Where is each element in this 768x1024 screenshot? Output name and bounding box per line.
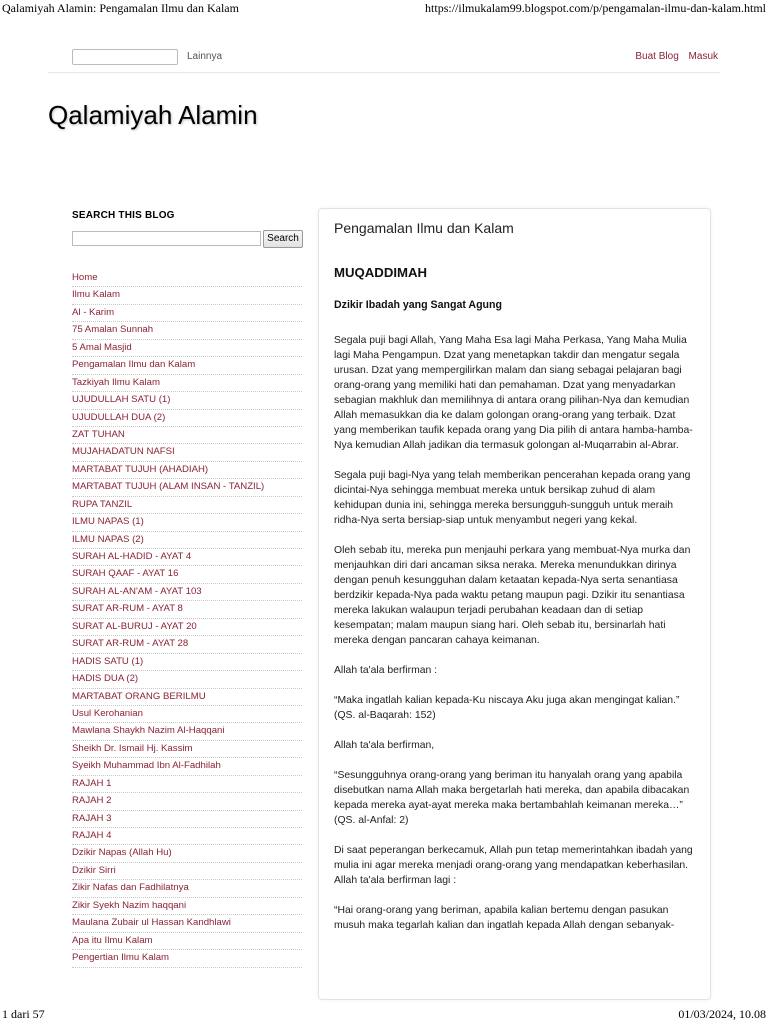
page-link[interactable]: Mawlana Shaykh Nazim Al-Haqqani	[72, 723, 302, 740]
page-link[interactable]: SURAH AL-HADID - AYAT 4	[72, 549, 302, 566]
navbar-search-input[interactable]	[72, 49, 178, 65]
print-page-number: 1 dari 57	[2, 1007, 45, 1021]
search-widget-heading: SEARCH THIS BLOG	[72, 210, 175, 221]
post-title: Pengamalan Ilmu dan Kalam	[334, 220, 514, 236]
post-paragraph: Segala puji bagi Allah, Yang Maha Esa lagi Maha Perkasa, Yang Maha Mulia lagi Maha Pengampun. Dzat yang menetapkan takdir dan mengatur segala urusan. Dzat yang mempergilirkan malam dan siang sebagai pelajaran bagi orang-orang yang memiliki hati dan pemahaman. Dzat yang menyadarkan sebagian makhluk dan memilihnya di antara orang pilihan-Nya dan kemudian Allah memasukkan dia ke dalam golongan orang-orang yang terbaik. Dzat yang memberikan taufik kepada orang yang Dia pilih di antara hamba-hamba-Nya kemudian Allah jadikan dia termasuk golongan al-Muqarrabin al-Abrar.	[334, 335, 693, 451]
page-link[interactable]: Zikir Syekh Nazim haqqani	[72, 898, 302, 915]
page-link[interactable]: SURAH QAAF - AYAT 16	[72, 566, 302, 583]
page-link[interactable]: 5 Amal Masjid	[72, 340, 302, 357]
post-heading: MUQADDIMAH	[334, 265, 428, 280]
print-page-title: Qalamiyah Alamin: Pengamalan Ilmu dan Kalam	[2, 1, 239, 15]
page-link[interactable]: Pengertian Ilmu Kalam	[72, 950, 302, 967]
page-link[interactable]: Syeikh Muhammad Ibn Al-Fadhilah	[72, 758, 302, 775]
print-page-url: https://ilmukalam99.blogspot.com/p/pengamalan-ilmu-dan-kalam.html	[425, 1, 766, 15]
search-widget	[72, 230, 302, 248]
page-link[interactable]: ILMU NAPAS (1)	[72, 514, 302, 531]
blogger-navbar	[48, 42, 720, 73]
page-link[interactable]: Al - Karim	[72, 305, 302, 322]
navbar-more-link[interactable]: Lainnya	[187, 51, 223, 62]
page-link[interactable]: Zikir Nafas dan Fadhilatnya	[72, 880, 302, 897]
page-link[interactable]: MARTABAT TUJUH (AHADIAH)	[72, 462, 302, 479]
create-blog-link[interactable]: Buat Blog	[635, 51, 679, 62]
post-paragraph: “Hai orang-orang yang beriman, apabila kalian bertemu dengan pasukan musuh maka tegarlah kalian dan ingatlah kepada Allah dengan sebanyak-	[334, 905, 675, 931]
page-link[interactable]: RAJAH 4	[72, 828, 302, 845]
page-link[interactable]: HADIS SATU (1)	[72, 654, 302, 671]
post-card	[318, 208, 711, 1000]
sidebar	[72, 210, 302, 968]
page-link[interactable]: SURAH AL-AN'AM - AYAT 103	[72, 584, 302, 601]
page-link[interactable]: UJUDULLAH SATU (1)	[72, 392, 302, 409]
post-paragraph: Segala puji bagi-Nya yang telah memberikan pencerahan kepada orang yang dicintai-Nya sehingga membuat mereka untuk bersikap zuhud di alam kehidupan dunia ini, sehingga mereka bersungguh-sungguh untuk meraih ridha-Nya serta bersiap-siap untuk menyambut negeri yang kekal.	[334, 470, 691, 526]
page-link[interactable]: RAJAH 2	[72, 793, 302, 810]
blog-title[interactable]: Qalamiyah Alamin	[48, 100, 258, 130]
page-link[interactable]: 75 Amalan Sunnah	[72, 322, 302, 339]
page-link[interactable]: SURAT AR-RUM - AYAT 28	[72, 636, 302, 653]
post-paragraph: Allah ta'ala berfirman,	[334, 740, 435, 751]
page-link[interactable]: Tazkiyah Ilmu Kalam	[72, 375, 302, 392]
page-link[interactable]: RUPA TANZIL	[72, 497, 302, 514]
navbar-account-links	[628, 51, 718, 62]
page-link[interactable]: Dzikir Napas (Allah Hu)	[72, 845, 302, 862]
print-datetime: 01/03/2024, 10.08	[678, 1007, 766, 1021]
page-link[interactable]: Home	[72, 270, 302, 287]
post-paragraph: “Sesungguhnya orang-orang yang beriman itu hanyalah orang yang apabila disebutkan nama Allah maka bergetarlah hati mereka, dan apabila dibacakan kepada mereka ayat-ayat mereka maka bertambahlah keimanan mereka…” (QS. al-Anfal: 2)	[334, 770, 690, 826]
post-paragraph: Oleh sebab itu, mereka pun menjauhi perkara yang membuat-Nya murka dan menjauhkan diri dari ancaman siksa neraka. Mereka menundukkan dirinya dengan penuh kesungguhan dalam ketaatan kepada-Nya serta senantiasa berdzikir kepada-Nya pada waktu petang maupun pagi. Dzikir itu senantiasa mereka lakukan walaupun terjadi perubahan keadaan dan di setiap kesempatan; malam maupun siang hari. Oleh sebab itu, bersinarlah hati mereka dengan pancaran cahaya keimanan.	[334, 545, 691, 646]
page-link[interactable]: SURAT AL-BURUJ - AYAT 20	[72, 619, 302, 636]
pages-list	[72, 270, 302, 968]
search-button[interactable]: Search	[263, 230, 303, 248]
page-link[interactable]: Usul Kerohanian	[72, 706, 302, 723]
post-paragraph: Allah ta'ala berfirman :	[334, 665, 438, 676]
page-link[interactable]: MARTABAT TUJUH (ALAM INSAN - TANZIL)	[72, 479, 302, 496]
post-paragraph: “Maka ingatlah kalian kepada-Ku niscaya Aku juga akan mengingat kalian.” (QS. al-Baqarah: 152)	[334, 695, 680, 721]
page-link[interactable]: HADIS DUA (2)	[72, 671, 302, 688]
page-link[interactable]: SURAT AR-RUM - AYAT 8	[72, 601, 302, 618]
page-link[interactable]: ILMU NAPAS (2)	[72, 532, 302, 549]
page-link[interactable]: Apa itu Ilmu Kalam	[72, 933, 302, 950]
print-footer	[0, 1004, 768, 1024]
sign-in-link[interactable]: Masuk	[688, 51, 718, 62]
page-link[interactable]: Pengamalan Ilmu dan Kalam	[72, 357, 302, 374]
page-link[interactable]: RAJAH 3	[72, 811, 302, 828]
page-link[interactable]: Maulana Zubair ul Hassan Kandhlawi	[72, 915, 302, 932]
page-link[interactable]: MARTABAT ORANG BERILMU	[72, 689, 302, 706]
blog-search-input[interactable]	[72, 231, 261, 246]
post-body	[334, 265, 699, 948]
page-link[interactable]: Ilmu Kalam	[72, 287, 302, 304]
print-header	[0, 0, 768, 18]
page-link[interactable]: Dzikir Sirri	[72, 863, 302, 880]
post-paragraph: Di saat peperangan berkecamuk, Allah pun tetap memerintahkan ibadah yang mulia ini agar mereka menjadi orang-orang yang mendapatkan keberhasilan. Allah ta'ala berfirman lagi :	[334, 845, 693, 886]
page-link[interactable]: UJUDULLAH DUA (2)	[72, 410, 302, 427]
page-link[interactable]: RAJAH 1	[72, 776, 302, 793]
page-link[interactable]: Sheikh Dr. Ismail Hj. Kassim	[72, 741, 302, 758]
post-subheading: Dzikir Ibadah yang Sangat Agung	[334, 299, 502, 311]
page-link[interactable]: MUJAHADATUN NAFSI	[72, 444, 302, 461]
post-paragraphs	[334, 333, 699, 933]
page-link[interactable]: ZAT TUHAN	[72, 427, 302, 444]
